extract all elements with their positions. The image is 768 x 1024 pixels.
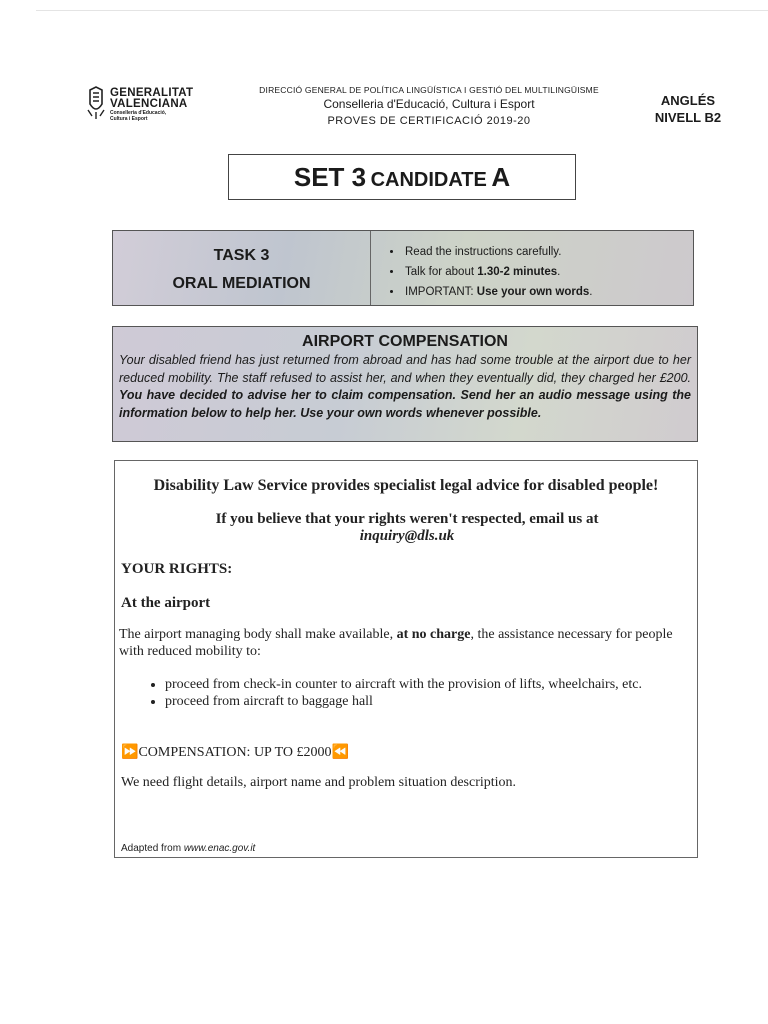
instruction-bold: 1.30-2 minutes [477,266,558,278]
logo-name [110,88,193,110]
double-arrow-right-icon: ⏩ [121,745,139,760]
instruction-text: IMPORTANT: [405,286,477,298]
double-arrow-left-icon: ⏪ [331,745,349,760]
candidate-label: CANDIDATE [370,169,487,191]
instruction-item [403,242,592,262]
para-text: The airport managing body shall make available, [119,627,397,642]
directorate-name: DIRECCIÓ GENERAL DE POLÍTICA LINGÜÍSTICA I GESTIÓ DEL MULTILINGÜISME [259,85,599,95]
para-bold: at no charge [396,627,471,642]
instruction-text: . [557,266,561,278]
info-box [114,460,698,858]
scenario-description: Your disabled friend has just returned from abroad and has had some trouble at the airport due to her reduced mobility. The staff refused to assist her, and when they eventually did, they charged her £200. [119,353,691,385]
coat-of-arms-icon [86,86,106,120]
requirements-line: We need flight details, airport name and problem situation description. [121,775,517,790]
instruction-bold: Use your own words [476,286,590,298]
logo-sub-line-1: Conselleria d'Educació, [110,110,167,116]
header-level [640,92,736,126]
logo-subtitle [110,111,166,122]
task-type: ORAL MEDIATION [172,275,311,292]
set-number: SET 3 [293,162,367,192]
task-number: TASK 3 [213,247,270,264]
contact-line [155,511,659,545]
top-rule [36,10,768,11]
rights-label: YOUR RIGHTS: [121,561,233,577]
task-instructions [383,242,592,302]
list-item: • proceed from check-in counter to aircraft with the provision of lifts, wheelchairs, etc. [165,676,713,693]
logo-sub-line-2: Cultura i Esport [110,115,148,122]
instruction-text: Talk for about [405,266,478,278]
generalitat-logo [86,86,216,126]
task-title [113,231,371,305]
rights-paragraph [119,626,679,660]
department-name: Conselleria d'Educació, Cultura i Esport [323,97,535,111]
candidate-letter: A [491,162,511,192]
source-label: Adapted from [121,843,184,854]
level-label: NIVELL B2 [654,110,722,125]
task-box [112,230,694,306]
compensation-text: COMPENSATION: UP TO £2000 [138,745,332,760]
service-heading: Disability Law Service provides specialist legal advice for disabled people! [153,477,659,494]
instruction-item [403,282,592,302]
header-center [230,84,628,130]
logo-line-1: GENERALITAT [110,87,194,99]
instruction-text: Read the instructions carefully. [405,246,562,258]
set-title-box [228,154,576,200]
contact-email: inquiry@dls.uk [359,528,455,544]
scenario-title: AIRPORT COMPENSATION [302,333,508,350]
source-url: www.enac.gov.it [183,843,256,854]
para-text: , the assistance necessary for people with reduced mobility to: [119,627,673,659]
rights-list [135,676,713,710]
logo-line-2: VALENCIANA [110,98,188,110]
language-label: ANGLÉS [660,93,716,108]
instruction-item [403,262,592,282]
compensation-line [121,744,349,761]
exam-name: PROVES DE CERTIFICACIÓ 2019-20 [327,115,531,127]
scenario-text [119,352,691,422]
contact-text: If you believe that your rights weren't respected, email us at [215,511,599,527]
instruction-text: . [589,286,593,298]
list-item: • proceed from aircraft to baggage hall [165,693,713,710]
source-credit [121,843,255,854]
scenario-instruction: You have decided to advise her to claim compensation. Send her an audio message using the information below to help her. Use your own words whenever possible. [119,388,691,420]
airport-label: At the airport [121,595,211,611]
scenario-box [112,326,698,442]
